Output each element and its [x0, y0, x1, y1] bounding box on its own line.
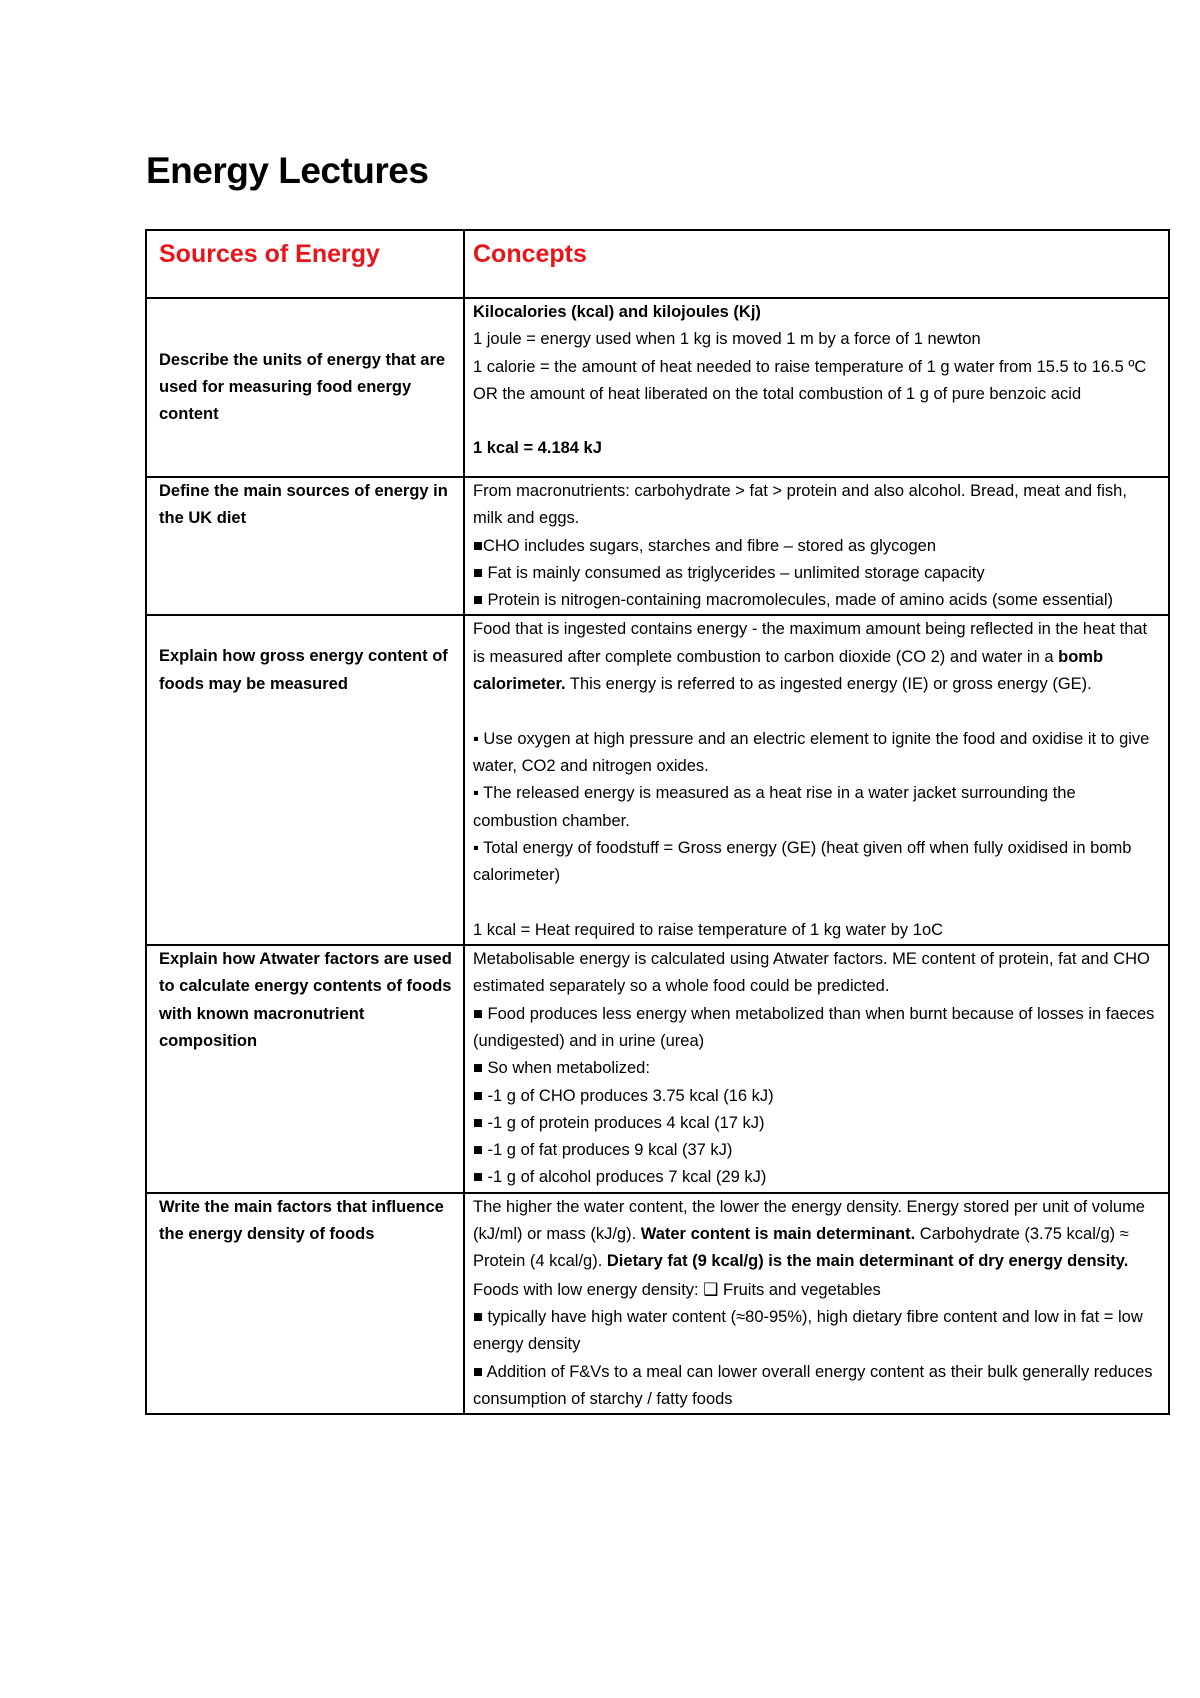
table-row — [146, 945, 1169, 1193]
bullet-item: ▪ Use oxygen at high pressure and an electric element to ignite the food and oxidise it to give water, CO2 and nitrogen oxides. — [473, 729, 1150, 775]
question-text: Explain how gross energy content of foods may be measured — [159, 647, 448, 693]
answer-text: Food that is ingested contains energy - the maximum amount being reflected in the heat that is measured after complete combustion to carbon dioxide (CO 2) and water in a — [473, 620, 1148, 666]
answer-line: Metabolisable energy is calculated using Atwater factors. ME content of protein, fat and CHO estimated separately so a whole food could be predicted. — [473, 950, 1150, 996]
question-cell — [146, 945, 464, 1193]
bullet-item: ■ -1 g of fat produces 9 kcal (37 kJ) — [473, 1141, 733, 1160]
bullet-item: ■ Fat is mainly consumed as triglycerides – unlimited storage capacity — [473, 563, 985, 582]
question-cell — [146, 298, 464, 477]
question-text: Write the main factors that influence the energy density of foods — [159, 1197, 444, 1244]
answer-text: Carbohydrate (3.75 kcal/g) ≈ Protein (4 kcal/g). — [473, 1225, 1129, 1271]
bullet-item: ▪ The released energy is measured as a heat rise in a water jacket surrounding the combustion chamber. — [473, 784, 1076, 830]
bullet-item: ■ -1 g of CHO produces 3.75 kcal (16 kJ) — [473, 1086, 774, 1105]
answer-cell — [464, 298, 1169, 477]
answer-cell — [464, 945, 1169, 1193]
answer-bold-text: Dietary fat (9 kcal/g) is the main determinant of dry energy density. — [606, 1252, 1129, 1271]
question-cell — [146, 1193, 464, 1414]
header-sources-of-energy: Sources of Energy — [159, 240, 380, 268]
blank-line — [473, 889, 1160, 916]
answer-text: This energy is referred to as ingested energy (IE) or gross energy (GE). — [565, 675, 1092, 694]
answer-line: 1 calorie = the amount of heat needed to raise temperature of 1 g water from 15.5 to 16.5 ºC OR the amount of heat liberated on the total combustion of 1 g of pure benzoic acid — [473, 357, 1147, 403]
table-row — [146, 615, 1169, 945]
answer-line: 1 joule = energy used when 1 kg is moved 1 m by a force of 1 newton — [473, 330, 981, 349]
question-cell — [146, 477, 464, 615]
answer-bold-text: Water content is main determinant. — [640, 1225, 916, 1244]
header-cell-concepts — [464, 230, 1169, 298]
table-header-row — [146, 230, 1169, 298]
checkbox-icon: ❑ — [703, 1279, 719, 1299]
question-text: Describe the units of energy that are used for measuring food energy content — [159, 350, 446, 424]
answer-paragraph — [473, 1194, 1160, 1304]
answer-footer: 1 kcal = Heat required to raise temperature of 1 kg water by 1oC — [473, 920, 944, 939]
question-text: Explain how Atwater factors are used to calculate energy contents of foods with known macronutrient composition — [159, 950, 452, 1050]
bullet-item: ■ typically have high water content (≈80-95%), high dietary fibre content and low in fat = low energy density — [473, 1307, 1143, 1354]
answer-cell — [464, 477, 1169, 615]
answer-text: The higher the water content, the lower the energy density. Energy stored per unit of volume (kJ/ml) or mass (kJ/g). — [473, 1197, 1145, 1244]
energy-table — [145, 229, 1170, 1415]
bullet-item: ■ -1 g of alcohol produces 7 kcal (29 kJ) — [473, 1168, 767, 1187]
answer-text: Fruits and vegetables — [718, 1280, 881, 1299]
bullet-item: ■CHO includes sugars, starches and fibre – stored as glycogen — [473, 536, 937, 555]
bullet-item: ■ Food produces less energy when metabolized than when burnt because of losses in faeces (undigested) and in urine (urea) — [473, 1004, 1155, 1050]
answer-line: From macronutrients: carbohydrate > fat > protein and also alcohol. Bread, meat and fish, milk and eggs. — [473, 482, 1127, 528]
answer-paragraph — [473, 616, 1160, 698]
bullet-item: ■ So when metabolized: — [473, 1059, 650, 1078]
answer-bold-text: bomb calorimeter. — [473, 647, 1104, 694]
blank-line — [473, 408, 1160, 435]
question-cell — [146, 615, 464, 945]
table-row — [146, 477, 1169, 615]
bullet-item: ■ -1 g of protein produces 4 kcal (17 kJ) — [473, 1113, 765, 1132]
bullet-item: ■ Protein is nitrogen-containing macromolecules, made of amino acids (some essential) — [473, 591, 1114, 610]
answer-cell — [464, 615, 1169, 945]
question-text: Define the main sources of energy in the UK diet — [159, 482, 448, 528]
table-row — [146, 298, 1169, 477]
answer-heading: Kilocalories (kcal) and kilojoules (Kj) — [473, 303, 761, 321]
bullet-item: ■ Addition of F&Vs to a meal can lower overall energy content as their bulk generally reduces consumption of starchy / fatty foods — [473, 1362, 1153, 1408]
answer-footer: 1 kcal = 4.184 kJ — [473, 439, 602, 458]
page-title: Energy Lectures — [146, 150, 429, 191]
bullet-item: ▪ Total energy of foodstuff = Gross energy (GE) (heat given off when fully oxidised in bomb calorimeter) — [473, 838, 1132, 885]
blank-line — [473, 698, 1160, 725]
answer-cell — [464, 1193, 1169, 1414]
header-cell-sources — [146, 230, 464, 298]
header-concepts: Concepts — [473, 240, 587, 268]
answer-text: Foods with low energy density: — [473, 1280, 704, 1299]
table-row — [146, 1193, 1169, 1414]
